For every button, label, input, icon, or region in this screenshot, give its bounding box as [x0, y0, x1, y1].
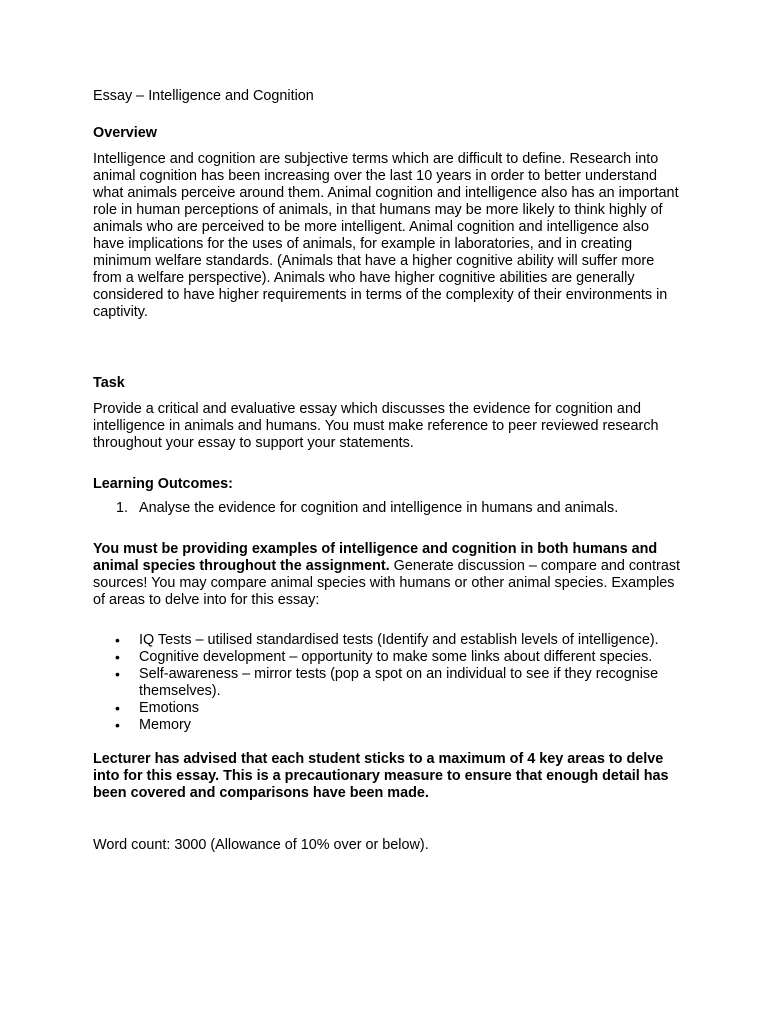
lecturer-note: Lecturer has advised that each student sticks to a maximum of 4 key areas to delve into for this essay. This is a precautionary measure to ensure that enough detail has been covered and comparisons have been made.: [93, 751, 669, 801]
essay-brief: [93, 88, 683, 854]
examples-text: Generate discussion – compare and contrast sources! You may compare animal species with humans or other animal species. Examples of areas to delve into for this essay:: [93, 558, 681, 608]
learning-outcome-item: [93, 500, 683, 517]
overview-heading: Overview: [93, 125, 157, 141]
bullet-icon: •: [115, 717, 120, 733]
area-item-iq-tests: [93, 632, 683, 649]
area-item-text: Memory: [139, 717, 191, 733]
area-item-text: Self-awareness – mirror tests (pop a spot on an individual to see if they recognise themselves).: [139, 666, 659, 699]
area-item-emotions: [93, 700, 683, 717]
bullet-icon: •: [115, 666, 120, 682]
task-heading: Task: [93, 375, 125, 391]
bullet-icon: •: [115, 649, 120, 665]
examples-paragraph: [93, 541, 683, 609]
document-title: Essay – Intelligence and Cognition: [93, 88, 314, 104]
learning-outcomes-heading: Learning Outcomes:: [93, 476, 233, 492]
learning-outcome-text: Analyse the evidence for cognition and intelligence in humans and animals.: [139, 500, 619, 516]
area-item-text: IQ Tests – utilised standardised tests (Identify and establish levels of intelligence).: [139, 632, 659, 648]
overview-paragraph: Intelligence and cognition are subjective terms which are difficult to define. Research into animal cognition has been increasing over the last 10 years in order to better understand what animals perceive around them. Animal cognition and intelligence also has an important role in human perceptions of animals, in that humans may be more likely to think highly of animals who are perceived to be more intelligent. Animal cognition and intelligence also have implications for the uses of animals, for example in laboratories, and in creating minimum welfare standards. (Animals that have a higher cognitive ability will suffer more from a welfare perspective). Animals who have higher cognitive abilities are generally considered to have higher requirements in terms of the complexity of their environments in captivity.: [93, 151, 679, 320]
areas-list: [93, 632, 683, 734]
area-item-memory: [93, 717, 683, 734]
area-item-self-awareness: [93, 666, 683, 700]
area-item-text: Emotions: [139, 700, 199, 716]
area-item-cognitive-development: [93, 649, 683, 666]
task-paragraph: Provide a critical and evaluative essay which discusses the evidence for cognition and intelligence in animals and humans. You must make reference to peer reviewed research throughout your essay to support your statements.: [93, 401, 659, 451]
learning-outcome-number: 1.: [116, 500, 129, 516]
learning-outcomes-list: [93, 500, 683, 517]
bullet-icon: •: [115, 632, 120, 648]
word-count: Word count: 3000 (Allowance of 10% over or below).: [93, 837, 429, 853]
examples-emphasis: You must be providing examples of intelligence and cognition in both humans and animal species throughout the assignment.: [93, 541, 658, 574]
area-item-text: Cognitive development – opportunity to make some links about different species.: [139, 649, 653, 665]
bullet-icon: •: [115, 700, 120, 716]
